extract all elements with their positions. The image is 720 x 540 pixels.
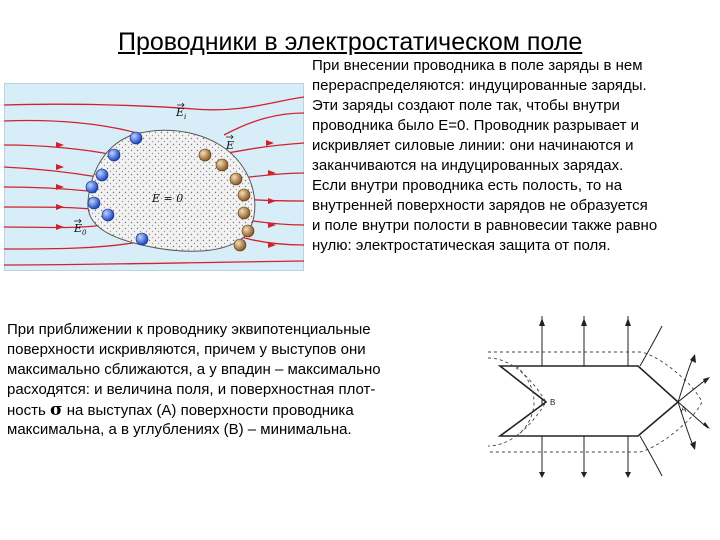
text-line: поверхности искривляются, причем у выступов они: [7, 341, 366, 358]
paragraph-equipotentials: [7, 320, 467, 440]
text-line: нулю: электростатическая защита от поля.: [312, 237, 611, 254]
label-e-outer: E: [226, 139, 235, 152]
paragraph-induced-charges: [312, 56, 716, 256]
text-line: При внесении проводника в поле заряды в нем: [312, 57, 643, 74]
text-line: При приближении к проводнику эквипотенциальные: [7, 321, 371, 338]
equipotential-figure: [480, 312, 712, 480]
slide-title: Проводники в электростатическом поле: [118, 28, 583, 56]
label-e0-sub: 0: [82, 229, 87, 237]
label-e-inner-main: E: [176, 106, 185, 119]
text-fragment: ность: [7, 402, 50, 419]
label-b: B: [550, 398, 556, 407]
text-line: перераспределяются: индуцированные заряды.: [312, 77, 647, 94]
conductor-field-figure: [4, 83, 304, 271]
sigma-symbol: σ: [49, 400, 63, 420]
text-line: максимальна, а в углублениях (В) – минимальна.: [7, 421, 352, 438]
text-line: Если внутри проводника есть полость, то на: [312, 177, 623, 194]
text-fragment: на выступах (А) поверхности проводника: [62, 402, 354, 419]
label-e-inner-sub: i: [184, 113, 187, 121]
text-line: внутренней поверхности зарядов не образуется: [312, 197, 648, 214]
label-a: A: [681, 405, 687, 414]
text-line: расходятся: и величина поля, и поверхностная плот-: [7, 381, 376, 398]
text-line: Эти заряды создают поле так, чтобы внутри: [312, 97, 620, 114]
text-line: [7, 400, 467, 420]
text-line: искривляет силовые линии: они начинаются и: [312, 137, 634, 154]
label-e0-main: E: [74, 222, 83, 235]
text-line: и поле внутри полости в равновесии также равно: [312, 217, 658, 234]
text-line: проводника было Е=0. Проводник разрывает и: [312, 117, 640, 134]
label-e-zero: E = 0: [152, 192, 184, 205]
text-line: заканчиваются на индуцированных зарядах.: [312, 157, 624, 174]
text-line: максимально сближаются, а у впадин – максимально: [7, 361, 381, 378]
spike-arrows: [690, 354, 710, 450]
